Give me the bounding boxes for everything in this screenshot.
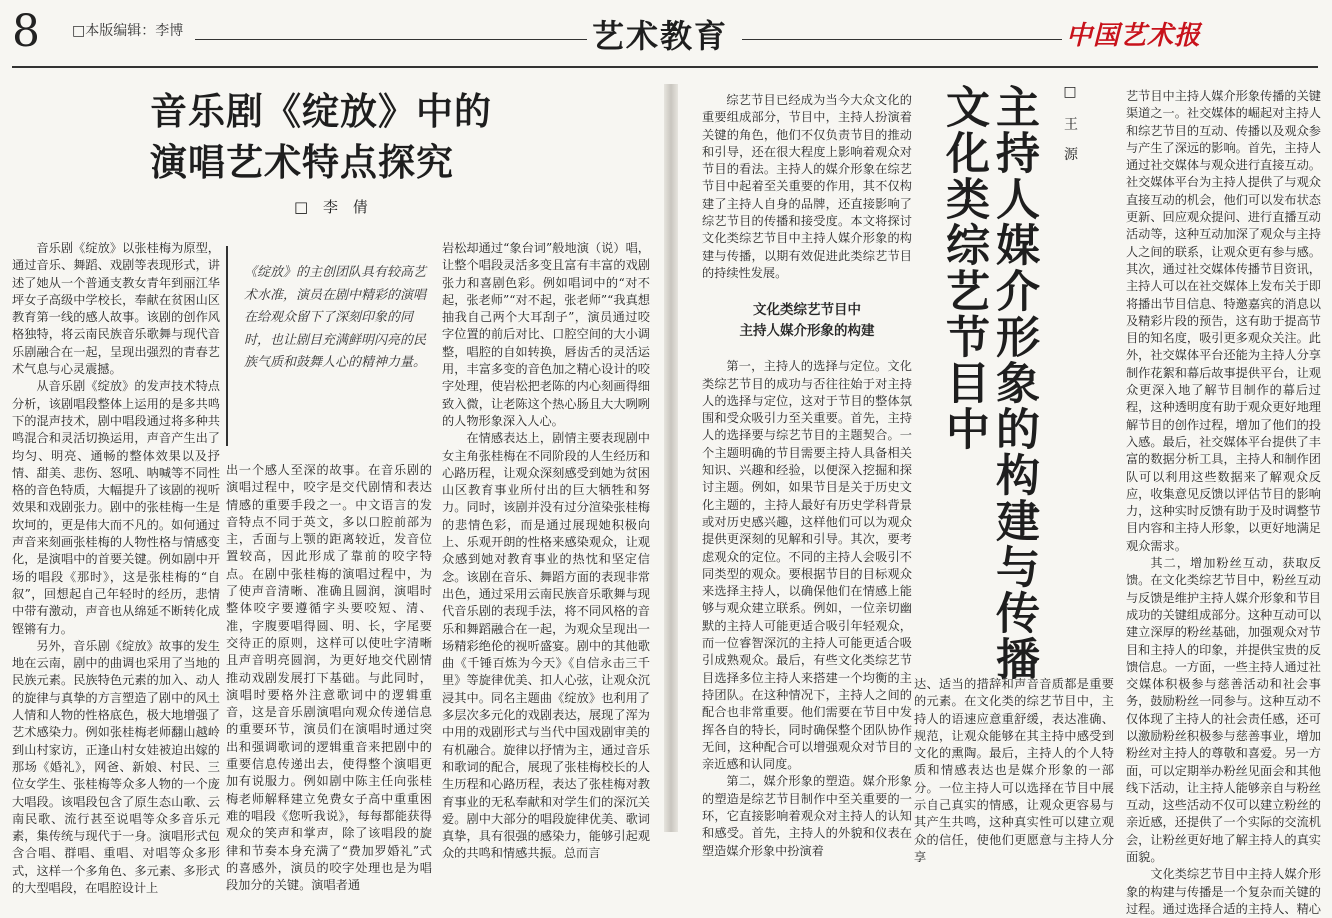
paragraph: 艺节目中主持人媒介形象传播的关键渠道之一。社交媒体的崛起对主持人和综艺节目的互动、传播以及观众参与产生了深远的影响。首先，主持人通过社交媒体与观众进行直接互动。社交媒体平台为主持人提供了与观众直接互动的机会，他们可以发布状态更新、回应观众提问、进行直播互动活动等，这种互动加深了观众与主持人之间的联系，让观众更有参与感。其次，通过社交媒体传播节目资讯，主持人可以在社交媒体上发布关于即将播出节目信息、特邀嘉宾的消息以及精彩片段的预告，这有助于提高节目的知名度，吸引更多观众关注。此外，社交媒体平台还能为主持人分享制作花絮和幕后故事提供平台，让观众更深入地了解节目制作的幕后过程，这种透明度有助于观众更好地理解节目的创作过程，增加了他们的投入感。最后，社交媒体平台提供了丰富的数据分析工具，主持人和制作团队可以利用这些数据来了解观众反应，收集意见反馈以评估节目的影响力，这种实时反馈有助于及时调整节目内容和主持人形象，以更好地满足观众需求。 bbox=[1126, 89, 1321, 553]
article1-column-1 bbox=[12, 240, 220, 895]
header-rule-left bbox=[195, 39, 587, 40]
header-divider bbox=[12, 66, 1318, 68]
page-fold bbox=[664, 84, 678, 832]
paragraph: 音乐剧《绽放》以张桂梅为原型，通过音乐、舞蹈、戏剧等表现形式，讲述了她从一个普通支教女青年到丽江华坪女子高级中学校长，奉献在贫困山区教育第一线的感人故事。该剧的创作风格独特，将云南民族音乐歌舞与现代音乐剧融合在一起，呈现出强烈的青春艺术气息与心灵震撼。 bbox=[12, 241, 220, 377]
editor-credit: □本版编辑：李博 bbox=[72, 23, 184, 39]
article2-column-3 bbox=[1126, 88, 1322, 916]
article1-byline: □ 李 倩 bbox=[294, 198, 373, 216]
pull-quote-bar bbox=[226, 246, 228, 446]
paragraph: 文化类综艺节目中主持人媒介形象的构建与传播是一个复杂而关键的过程。通过选择合适的主持人、精心 bbox=[1126, 867, 1322, 916]
article2-column-2 bbox=[914, 676, 1114, 864]
article2-subheading bbox=[702, 300, 912, 342]
paragraph: 其二，增加粉丝互动，获取反馈。在文化类综艺节目中，粉丝互动与反馈是维护主持人媒介形象和节目成功的关键组成部分。这种互动可以建立深厚的粉丝基础，加强观众对节目和主持人的印象，并提供宝贵的反馈信息。一方面，一些主持人通过社交媒体积极参与慈善活动和社会事务，鼓励粉丝一同参与。这种互动不仅体现了主持人的社会责任感，还可以激励粉丝积极参与慈善事业，增加粉丝对主持人的尊敬和喜爱。另一方面，可以定期举办粉丝见面会和其他线下活动，让主持人能够亲自与粉丝互动，这些活动不仅可以建立粉丝的亲近感，还提供了一个实际的交流机会，让粉丝更好地了解主持人的真实面貌。 bbox=[1126, 556, 1321, 865]
section-title: 艺术教育 bbox=[592, 17, 729, 55]
paragraph: 另外，音乐剧《绽放》故事的发生地在云南，剧中的曲调也采用了当地的民族元素。民族特色元素的加入、动人的旋律与真挚的方言塑造了剧中的风土人情和人物的性格底色，极大地增强了艺术感染力。例如张桂梅老师翻山越岭到山村家访，正逢山村女娃被迫出嫁的那场《婚礼》，网爸、新娘、村民、三位女学生、张桂梅等众多人物的一个庞大唱段。该唱段包含了原生态山歌、云南民歌、流行甚至说唱等众多音乐元素，集传统与现代于一身。演唱形式包含合唱、群唱、重唱、对唱等众多形式，这样一个多角色、多元素、多形式的大型唱段，在唱腔设计上 bbox=[12, 638, 220, 895]
paragraph: 达、适当的措辞和声音音质都是重要的元素。在文化类的综艺节目中，主持人的语速应意重舒缓，表达准确、规范，让观众能够在其主持中感受到文化的熏陶。最后，主持人的个人特质和情感表达也是媒介形象的一部分。一位主持人可以选择在节目中展示自己真实的情感，让观众更容易与其产生共鸣，这种真实性可以建立观众的信任，使他们更愿意与主持人分享 bbox=[914, 677, 1114, 864]
article2-column-1 bbox=[702, 92, 912, 858]
paragraph: 第一，主持人的选择与定位。文化类综艺节目的成功与否往往始于对主持人的选择与定位，这对于节目的整体氛围和受众吸引力至关重要。首先，主持人的选择要与综艺节目的主题契合。一个主题明确的节目需要主持人具备相关知识、兴趣和经验，以便深入挖掘和探讨主题。例如，如果节目是关于历史文化主题的，主持人最好有历史学科背景或对历史感兴趣，这样他们可以为观众提供更深刻的见解和引导。其次，要考虑观众的定位。不同的主持人会吸引不同类型的观众。要根据节目的目标观众来选择主持人，以确保他们在情感上能够与观众建立联系。例如，一位亲切幽默的主持人可能更适合吸引年轻观众，而一位睿智深沉的主持人可能更适合吸引成熟观众。最后，有些文化类综艺节目选择多位主持人来搭建一个均衡的主持团队。在这种情况下，主持人之间的配合也非常重要。他们需要在节目中发挥各自的特长，同时确保整个团队协作无间，这种配合可以增强观众对节目的亲近感和认同度。 bbox=[702, 359, 912, 772]
newspaper-logo: 中国艺术报 bbox=[1066, 21, 1202, 51]
paragraph: 出一个感人至深的故事。在音乐剧的演唱过程中，咬字是交代剧情和表达情感的重要手段之一。中文语言的发音特点不同于英文，多以口腔前部为主，舌面与上颚的距离较近，发音位置较高，因此形成了靠前的咬字特点。在剧中张桂梅的演唱过程中，为了使声音清晰、准确且圆润，演唱时整体咬字要遵循字头要咬短、清、准，字腹要唱得圆、明、长，字尾要交待正的原则，这样可以使吐字清晰且声音明亮圆润，为更好地交代剧情推动戏剧发展打下基础。与此同时，演唱时要格外注意歌词中的逻辑重音，这是音乐剧演唱向观众传递信息的重要环节，演员们在演唱时通过突出和强调歌词的逻辑重音来把剧中的重要信息传递出去，使得整个演唱更加有说服力。例如剧中陈主任向张桂梅老师解释建立免费女子高中重重困难的唱段《您听我说》，每每都能获得观众的笑声和掌声，除了该唱段的旋律和节奏本身充满了“费加罗婚礼”式的喜感外，演员的咬字处理也是为唱段加分的关键。演唱者通 bbox=[226, 463, 432, 893]
page-number: 8 bbox=[12, 6, 40, 57]
paragraph: 岩松却通过“象台词”般地演（说）唱，让整个唱段灵活多变且富有丰富的戏剧张力和喜剧色彩。例如唱词中的“对不起，张老师”“对不起，张老师”“我真想抽我自己两个大耳刮子”，演员通过咬字位置的前后对比、口腔空间的大小调整，唱腔的自如转换，唇齿舌的灵活运用，丰富多变的音色加之精心设计的咬字处理，使岩松把老陈的内心刻画得细致入微，让老陈这个热心肠且大大咧咧的人物形象深入人心。 bbox=[442, 241, 650, 428]
article1-headline-line2: 演唱艺术特点探究 bbox=[150, 140, 454, 184]
article2-headline-line1: 主持人媒介形象的构建与传播 bbox=[988, 84, 1039, 682]
paragraph: 从音乐剧《绽放》的发声技术特点分析，该剧唱段整体上运用的是多共鸣下的混声技术，剧中唱段通过将多种共鸣混合和灵活切换运用，声音产生出了均匀、明亮、通畅的整体效果以及抒情、甜美、悲伤、怒吼、呐喊等不同性格的音色特质，大幅提升了该剧的视听效果和戏剧张力。剧中的张桂梅一生是坎坷的，更是伟大而不凡的。如何通过声音来刻画张桂梅的人物性格与情感变化，是演唱中的首要关键。例如剧中开场的唱段《那时》，这是张桂梅的“自叙”，回想起自己年轻时的经历，悲情中带有激动，声音也从绵延不断转化成铿锵有力。 bbox=[12, 379, 220, 636]
article1-headline-line1: 音乐剧《绽放》中的 bbox=[150, 89, 492, 133]
article1-column-2 bbox=[226, 462, 432, 893]
pull-quote bbox=[226, 246, 432, 446]
paragraph: 第二，媒介形象的塑造。媒介形象的塑造是综艺节目制作中至关重要的一环，它直接影响着观众对主持人的认知和感受。首先，主持人的外貌和仪表在塑造媒介形象中扮演着 bbox=[702, 774, 912, 858]
pull-quote-text: 《绽放》的主创团队具有较高艺术水准，演员在剧中精彩的演唱在给观众留下了深刻印象的同时，也让剧目充满鲜明闪亮的民族气质和鼓舞人心的精神力量。 bbox=[244, 265, 427, 370]
subheading-line2: 主持人媒介形象的构建 bbox=[739, 323, 875, 340]
subheading-line1: 文化类综艺节目中 bbox=[753, 302, 861, 319]
paragraph: 综艺节目已经成为当今大众文化的重要组成部分，节目中，主持人扮演着关键的角色，他们不仅负责节目的推动和引导，还在很大程度上影响着观众对节目的看法。主持人的媒介形象在综艺节目中起着至关重要的作用，其不仅构建了主持人自身的品牌，还直接影响了综艺节目的传播和接受度。本文将探讨文化类综艺节目中主持人媒介形象的构建与传播，以期有效促进此类综艺节目的持续性发展。 bbox=[702, 93, 912, 280]
article1-column-3 bbox=[442, 240, 650, 861]
article2-headline-line2: 文化类综艺节目中 bbox=[938, 84, 989, 452]
article1-headline bbox=[150, 86, 510, 188]
paragraph: 在情感表达上，剧情主要表现剧中女主角张桂梅在不同阶段的人生经历和心路历程，让观众深刻感受到她为贫困山区教育事业所付出的巨大牺牲和努力。同时，该剧并没有过分渲染张桂梅的悲情色彩，而是通过展现她积极向上、乐观开朗的性格来感染观众，让观众感到她对教育事业的热忱和坚定信念。该剧在音乐、舞蹈方面的表现非常出色，通过采用云南民族音乐歌舞与现代音乐剧的表现手法，将不同风格的音乐和舞蹈融合在一起，为观众呈现出一场精彩绝伦的视听盛宴。剧中的其他歌曲《千锤百炼为今天》《自信永击三千里》等旋律优美、扣人心弦，让观众沉浸其中。同名主题曲《绽放》也利用了多层次多元化的戏剧表达，展现了浑为中用的戏剧形式与当代中国戏剧审美的有机融合。旋律以抒情为主，通过音乐和歌词的配合，展现了张桂梅校长的人生历程和心路历程，表达了张桂梅对教育事业的无私奉献和对学生们的深沉关爱。剧中大部分的唱段旋律优美、歌词真挚，具有很强的感染力，能够引起观众的共鸣和情感共振。总而言 bbox=[442, 431, 650, 861]
header-rule-right bbox=[742, 39, 1062, 40]
article2-byline: □ 王 源 bbox=[1062, 84, 1078, 167]
